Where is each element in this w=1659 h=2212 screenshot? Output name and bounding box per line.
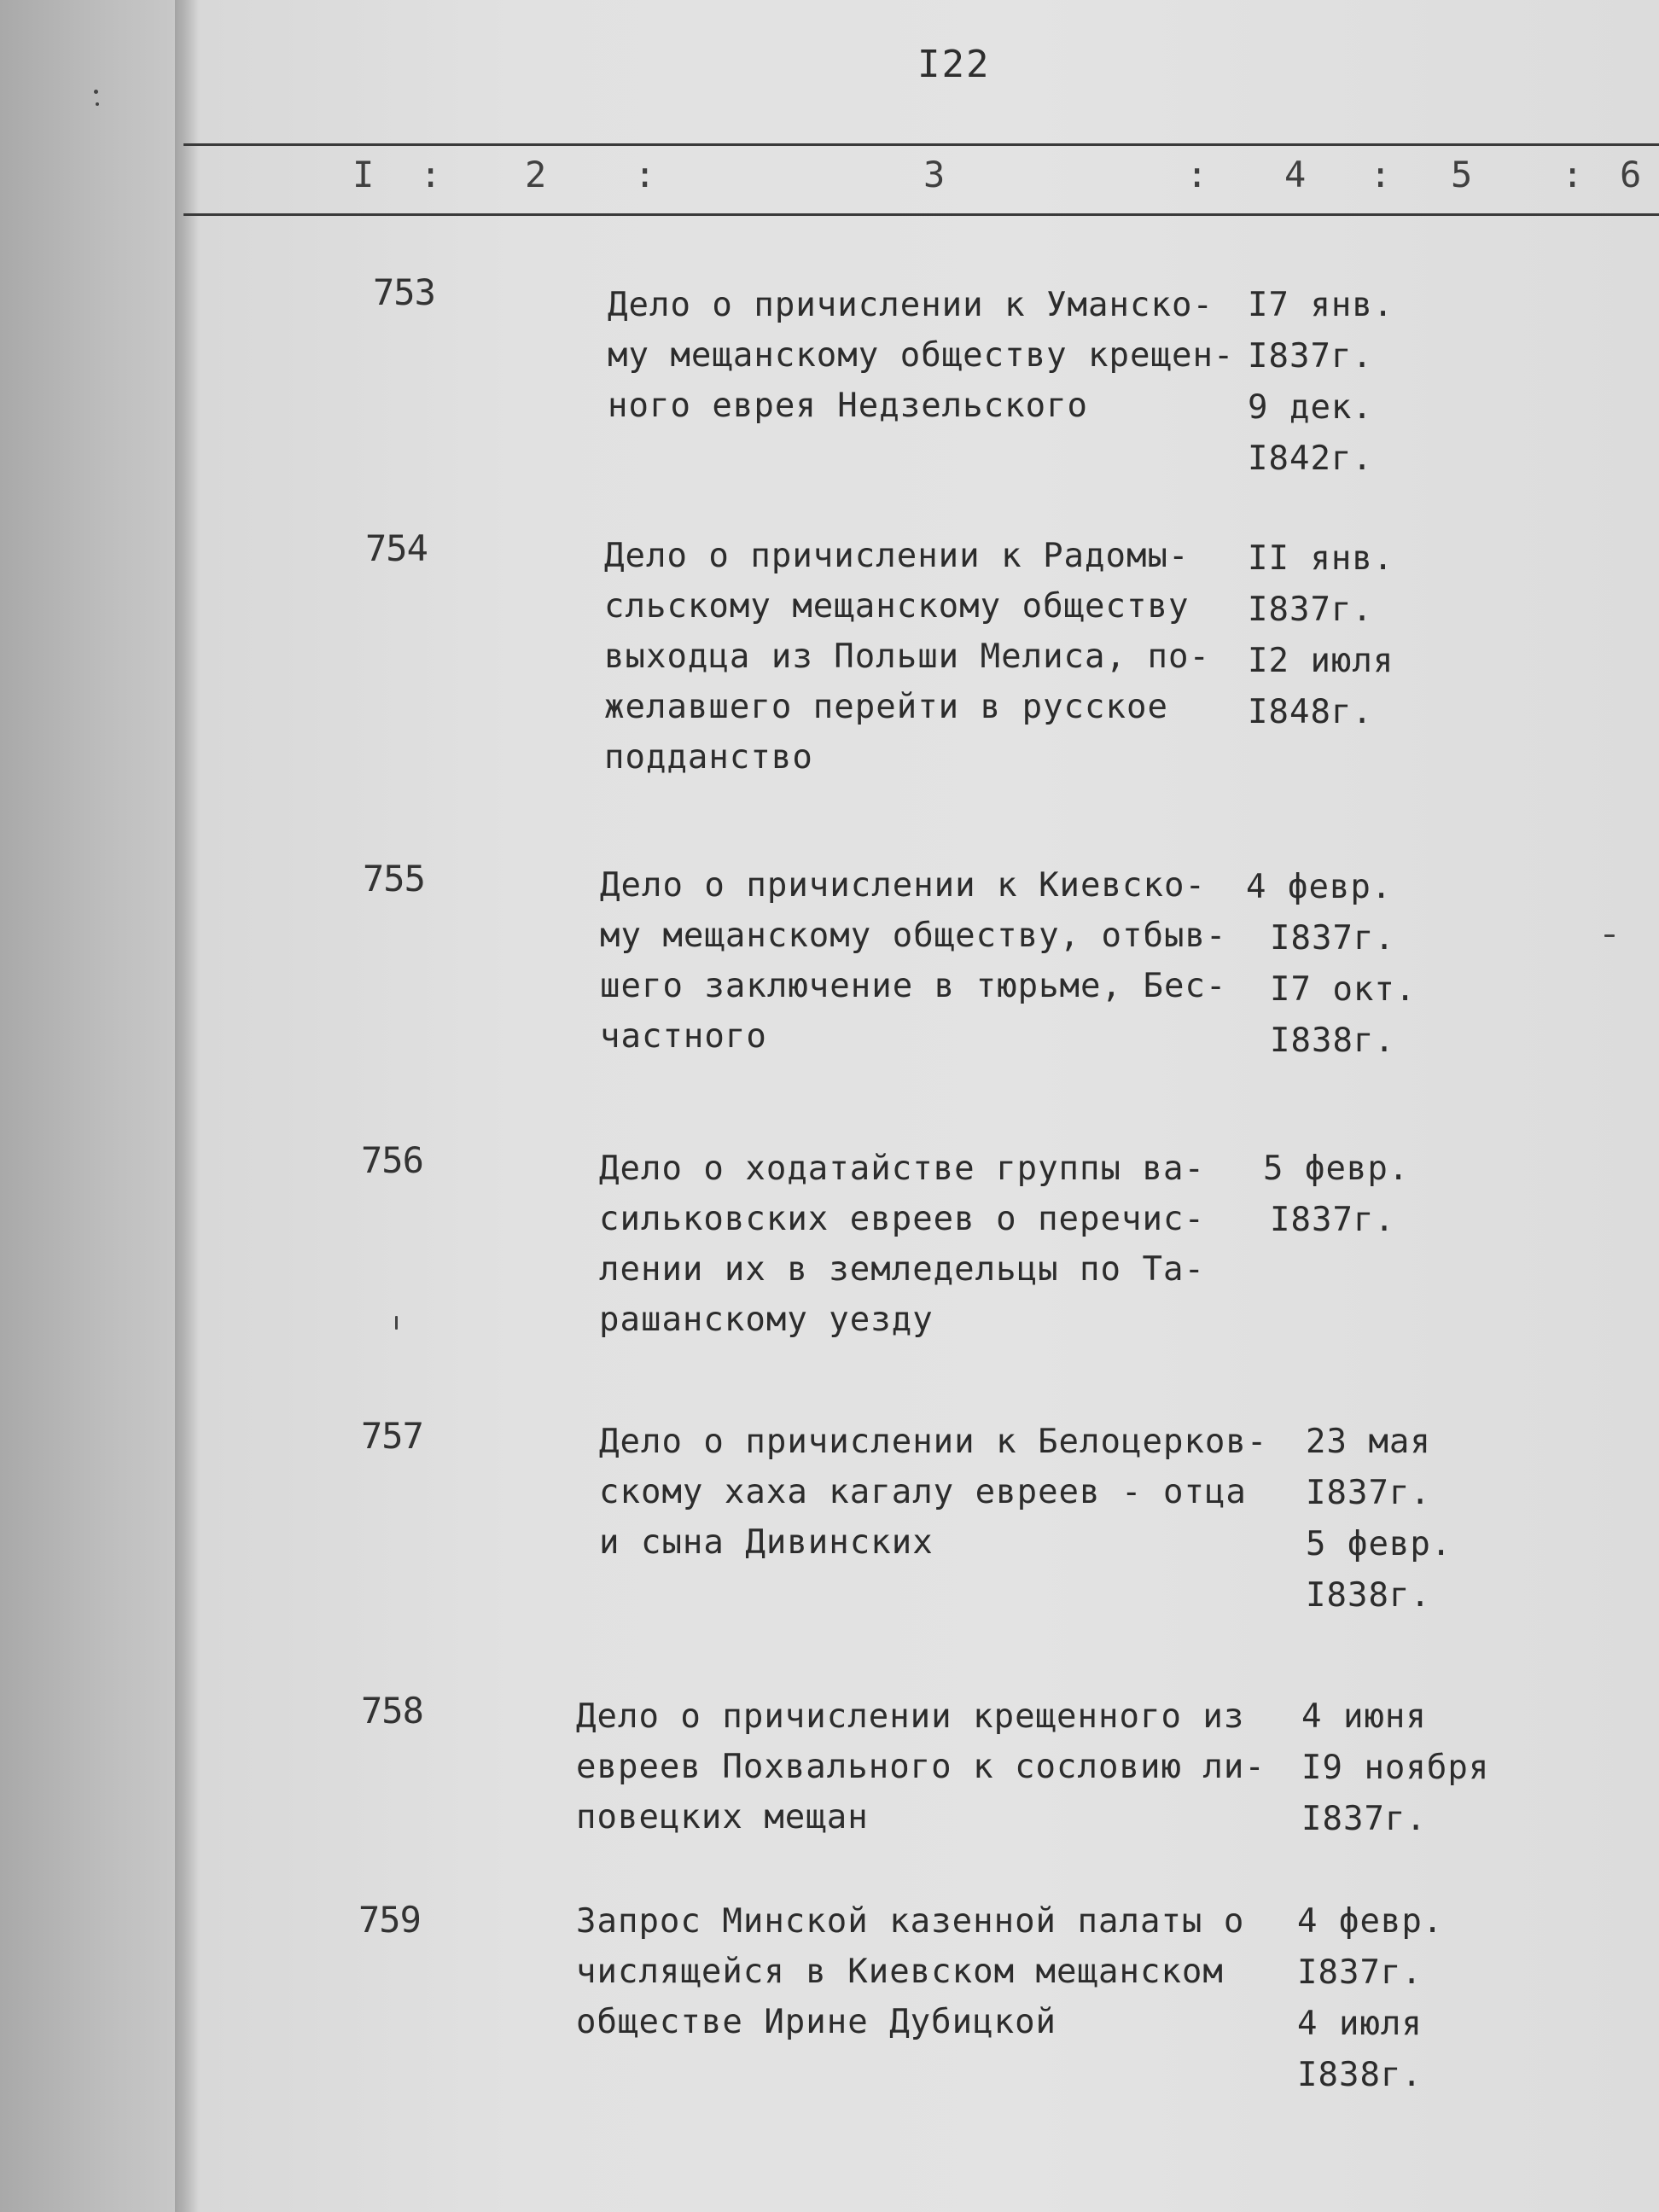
date-line: 5 февр.	[1263, 1150, 1410, 1188]
date-line: I838г.	[1297, 2056, 1423, 2094]
column-header-2: 2	[525, 154, 547, 195]
description-line: му мещанскому обществу, отбыв-	[600, 917, 1227, 955]
description-line: Дело о причислении крещенного из	[576, 1697, 1245, 1736]
description-line: сильковских евреев о перечис-	[599, 1200, 1205, 1238]
column-separator: :	[420, 154, 442, 195]
date-line: I7 окт.	[1270, 970, 1417, 1009]
entry-number: 753	[373, 271, 435, 313]
description-line: Дело о причислении к Уманско-	[608, 286, 1214, 324]
description-line: Дело о ходатайстве группы ва-	[599, 1150, 1205, 1188]
entry-number: 756	[361, 1139, 423, 1181]
date-line: I2 июля	[1248, 642, 1394, 680]
column-separator: :	[1370, 154, 1392, 195]
date-line: 4 февр.	[1246, 868, 1393, 906]
date-line: II янв.	[1248, 539, 1394, 578]
description-line: ного еврея Недзельского	[608, 387, 1089, 425]
entry-dates	[1246, 862, 1416, 1067]
entry-number: 758	[361, 1690, 423, 1732]
date-line: I837г.	[1270, 1201, 1395, 1239]
header-bottom-rule	[183, 213, 1659, 216]
description-line: повецких мещан	[576, 1798, 869, 1837]
column-header-6: 6	[1620, 154, 1642, 195]
description-line: Запрос Минской казенной палаты о	[576, 1902, 1245, 1941]
date-line: I837г.	[1248, 591, 1373, 629]
description-line: выходца из Польши Мелиса, по-	[604, 637, 1210, 676]
entry-dates	[1297, 1896, 1443, 2101]
description-line: подданство	[604, 738, 813, 777]
date-line: I9 ноября	[1301, 1749, 1490, 1787]
date-line: I7 янв.	[1248, 286, 1394, 324]
description-line: Дело о причислении к Белоцерков-	[599, 1423, 1268, 1461]
date-line: I837г.	[1270, 919, 1395, 958]
description-line: му мещанскому обществу крещен-	[608, 336, 1235, 375]
dust-speck	[96, 102, 99, 106]
date-line: I837г.	[1306, 1474, 1431, 1512]
dust-speck	[395, 1316, 398, 1330]
dust-speck	[94, 90, 98, 94]
date-line: 4 февр.	[1297, 1902, 1444, 1941]
column-header-5: 5	[1451, 154, 1473, 195]
entry-dates	[1248, 280, 1394, 485]
header-top-rule	[183, 143, 1659, 146]
page-number: I22	[917, 43, 991, 86]
column-header-4: 4	[1284, 154, 1307, 195]
date-line: I838г.	[1270, 1022, 1395, 1060]
description-line: евреев Похвального к сословию ли-	[576, 1748, 1266, 1786]
dust-speck	[1604, 934, 1615, 937]
description-line: числящейся в Киевском мещанском	[576, 1953, 1224, 1991]
description-line: скому хаха кагалу евреев - отца	[599, 1473, 1247, 1511]
column-header-3: 3	[923, 154, 946, 195]
column-separator: :	[634, 154, 656, 195]
description-line: обществе Ирине Дубицкой	[576, 2003, 1057, 2041]
entry-dates	[1301, 1691, 1489, 1845]
entry-description	[576, 1896, 1244, 2047]
entry-dates	[1306, 1417, 1452, 1621]
date-line: I848г.	[1248, 693, 1373, 731]
entry-dates	[1263, 1144, 1409, 1246]
date-line: 5 февр.	[1306, 1525, 1452, 1563]
date-line: 9 дек.	[1248, 388, 1373, 427]
entry-description	[576, 1691, 1266, 1842]
date-line: I838г.	[1306, 1576, 1431, 1615]
date-line: I837г.	[1297, 1953, 1423, 1992]
entry-number: 759	[358, 1899, 421, 1941]
description-line: желавшего перейти в русское	[604, 688, 1168, 726]
entry-description	[608, 280, 1234, 431]
entry-description	[600, 860, 1226, 1062]
entry-description	[599, 1417, 1267, 1568]
entry-dates	[1248, 533, 1394, 738]
date-line: 4 июля	[1297, 2005, 1423, 2043]
description-line: частного	[600, 1017, 767, 1056]
date-line: I842г.	[1248, 439, 1373, 478]
description-line: Дело о причислении к Киевско-	[600, 866, 1206, 905]
date-line: 4 июня	[1301, 1697, 1427, 1736]
date-line: I837г.	[1248, 337, 1373, 375]
entry-description	[599, 1144, 1205, 1345]
entry-description	[604, 531, 1210, 783]
description-line: лении их в земледельцы по Та-	[599, 1250, 1205, 1289]
description-line: и сына Дивинских	[599, 1523, 934, 1562]
entry-number: 757	[361, 1415, 423, 1457]
description-line: шего заключение в тюрьме, Бес-	[600, 967, 1227, 1005]
entry-number: 755	[363, 858, 425, 899]
column-separator: :	[1562, 154, 1584, 195]
column-separator: :	[1186, 154, 1208, 195]
binding-shadow	[175, 0, 199, 2212]
description-line: рашанскому уезду	[599, 1301, 934, 1339]
description-line: Дело о причислении к Радомы-	[604, 537, 1190, 575]
entry-number: 754	[365, 527, 428, 569]
date-line: 23 мая	[1306, 1423, 1431, 1461]
column-header-1: I	[352, 154, 375, 195]
date-line: I837г.	[1301, 1800, 1427, 1838]
description-line: сльскому мещанскому обществу	[604, 587, 1190, 626]
